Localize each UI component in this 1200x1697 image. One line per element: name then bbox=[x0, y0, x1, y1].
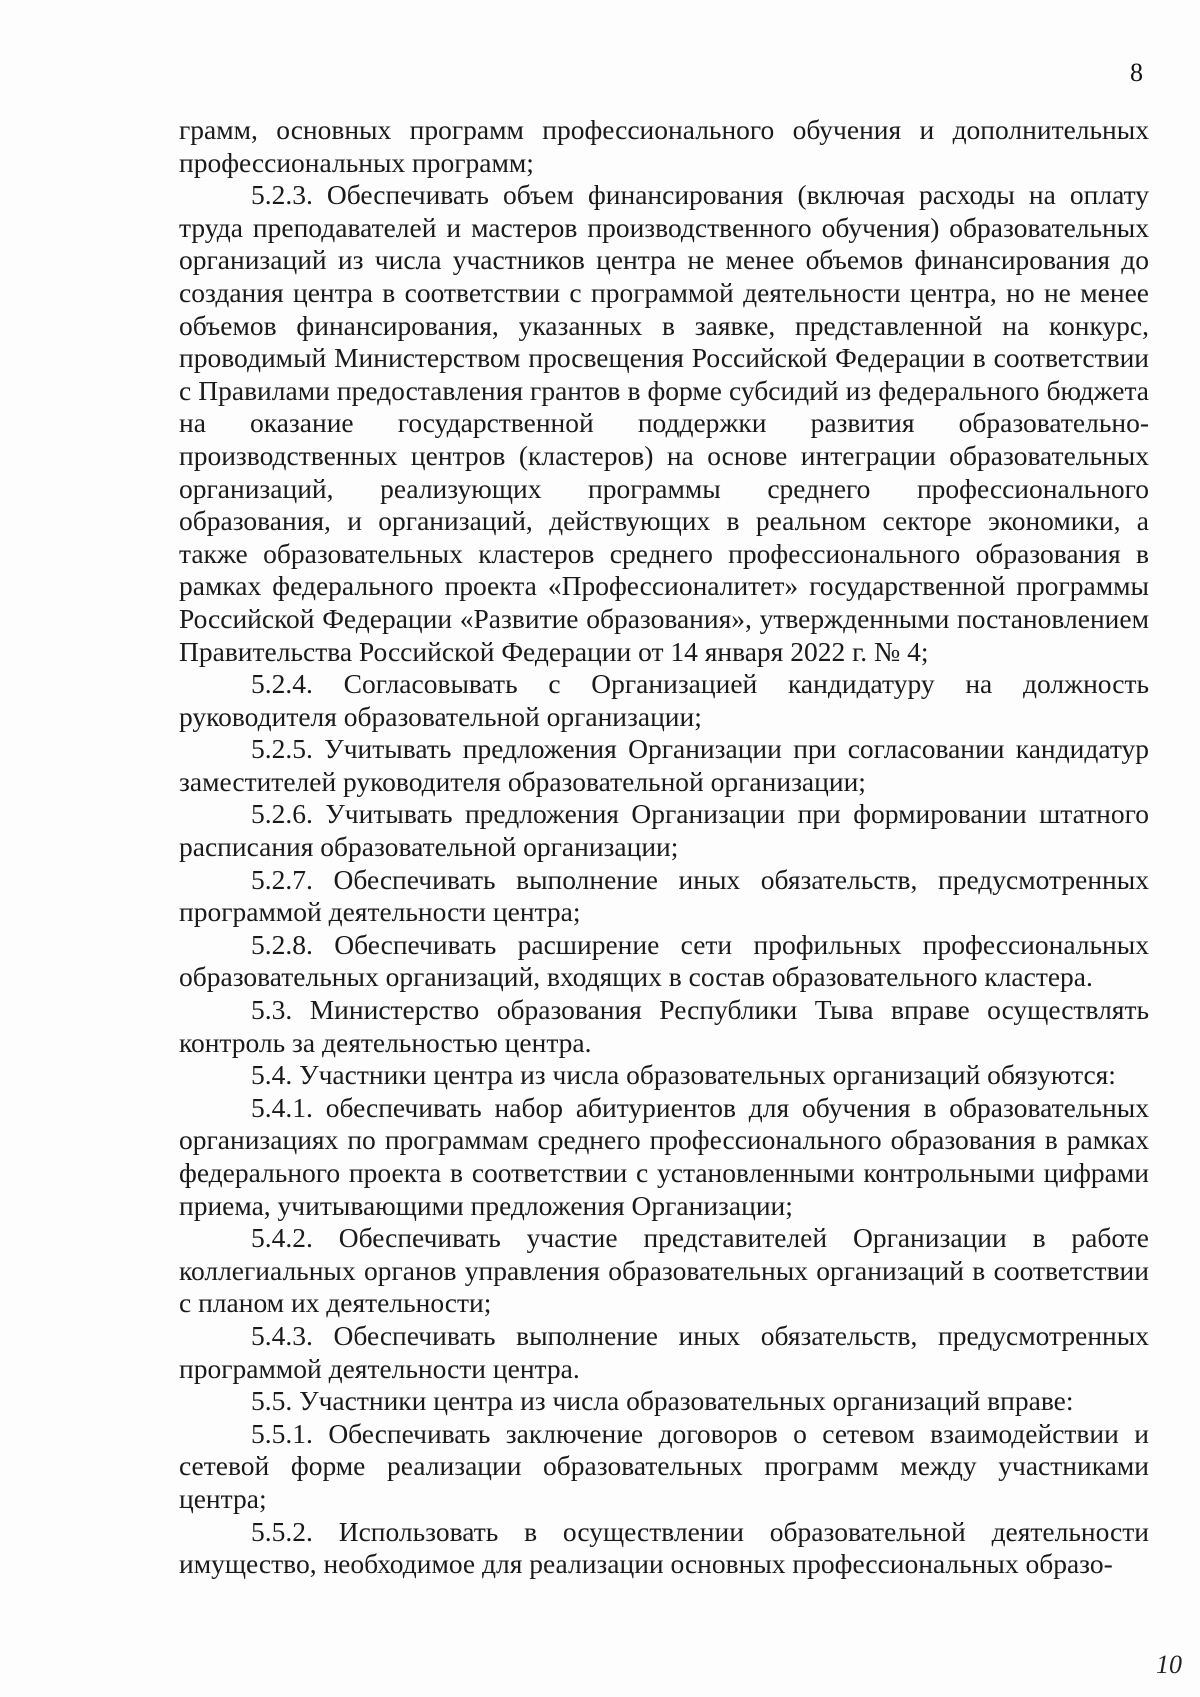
paragraph-5-3: 5.3. Министерство образования Республики Тыва вправе осуществлять контроль за деятельностью центра. bbox=[179, 994, 1149, 1058]
paragraph-5-2-5: 5.2.5. Учитывать предложения Организации при согласовании кандидатур заместителей руководителя образовательной организации; bbox=[179, 733, 1149, 797]
paragraph-continuation: грамм, основных программ профессионального обучения и дополнительных профессиональных программ; bbox=[179, 114, 1149, 178]
paragraph-5-2-7: 5.2.7. Обеспечивать выполнение иных обязательств, предусмотренных программой деятельности центра; bbox=[179, 863, 1149, 928]
document-page: 8 грамм, основных программ профессионального обучения и дополнительных профессиональных программ; 5.2.3. Обеспечивать объем финансирования (включая расходы на оплату труда преподавателей и мастеров производственного обучения) образовательных организаций из числа участников центра не менее объемов финансирования до создания центра в соответствии с программой деятельности центра, но не менее объемов финансирования, указанных в заявке, представленной на конкурс, проводимый Министерством просвещения Российской Федерации в соответствии с Правилами предоставления грантов в форме субсидий из федерального бюджета на оказание государственной поддержки развития образовательно-производственных центров (кластеров) на основе интеграции образовательных организаций, реализующих программы среднего профессионального образования, и организаций, действующих в реальном секторе экономики, а также образовательных кластеров среднего профессионального образования в рамках федерального проекта «Профессионалитет» государственной программы Российской Федерации «Развитие образования», утвержденными постановлением Правительства Российской Федерации от 14 января 2022 г. № 4; 5.2.4. Согласовывать с Организацией кандидатуру на должность руководителя образовательной организации; 5.2.5. Учитывать предложения Организации при согласовании кандидатур заместителей руководителя образовательной организации; 5.2.6. Учитывать предложения Организации при формировании штатного расписания образовательной организации; 5.2.7. Обеспечивать выполнение иных обязательств, предусмотренных программой деятельности центра; 5.2.8. Обеспечивать расширение сети профильных профессиональных образовательных организаций, входящих в состав образовательного кластера. 5.3. Министерство образования Республики Тыва вправе осуществлять контроль за деятельностью центра. 5.4. Участники центра из числа образовательных организаций обязуются: 5.4.1. обеспечивать набор абитуриентов для обучения в образовательных организациях по программам среднего профессионального образования в рамках федерального проекта в соответствии с установленными контрольными цифрами приема, учитывающими предложения Организации; 5.4.2. Обеспечивать участие представителей Организации в работе коллегиальных органов управления образовательных организаций в соответствии с планом их деятельности; 5.4.3. Обеспечивать выполнение иных обязательств, предусмотренных программой деятельности центра. 5.5. Участники центра из числа образовательных организаций вправе: 5.5.1. Обеспечивать заключение договоров о сетевом взаимодействии и сетевой форме реализации образовательных программ между участниками центра; 5.5.2. Использовать в осуществлении образовательной деятельности имущество, необходимое для реализации основных профессиональных образо- 10 bbox=[0, 0, 1200, 1697]
paragraph-5-2-6: 5.2.6. Учитывать предложения Организации при формировании штатного расписания образовательной организации; bbox=[179, 798, 1149, 863]
paragraph-5-4: 5.4. Участники центра из числа образовательных организаций обязуются: bbox=[251, 1059, 1116, 1091]
paragraph-5-5-1: 5.5.1. Обеспечивать заключение договоров о сетевом взаимодействии и сетевой форме реализации образовательных программ между участниками центра; bbox=[179, 1417, 1149, 1514]
paragraph-5-2-8: 5.2.8. Обеспечивать расширение сети профильных профессиональных образовательных организаций, входящих в состав образовательного кластера. bbox=[179, 928, 1149, 993]
paragraph-5-2-3: 5.2.3. Обеспечивать объем финансирования (включая расходы на оплату труда преподавателей и мастеров производственного обучения) образовательных организаций из числа участников центра не менее объемов финансирования до создания центра в соответствии с программой деятельности центра, но не менее объемов финансирования, указанных в заявке, представленной на конкурс, проводимый Министерством просвещения Российской Федерации в соответствии с Правилами предоставления грантов в форме субсидий из федерального бюджета на оказание государственной поддержки развития образовательно-производственных центров (кластеров) на основе интеграции образовательных организаций, реализующих программы среднего профессионального образования, и организаций, действующих в реальном секторе экономики, а также образовательных кластеров среднего профессионального образования в рамках федерального проекта «Профессионалитет» государственной программы Российской Федерации «Развитие образования», утвержденными постановлением Правительства Российской Федерации от 14 января 2022 г. № 4; bbox=[179, 179, 1149, 667]
handwritten-sheet-number: 10 bbox=[1156, 1650, 1182, 1679]
paragraph-5-5-2: 5.5.2. Использовать в осуществлении образовательной деятельности имущество, необходимое для реализации основных профессиональных образо- bbox=[179, 1515, 1149, 1580]
paragraph-5-5: 5.5. Участники центра из числа образовательных организаций вправе: bbox=[251, 1385, 1074, 1417]
paragraph-5-4-3: 5.4.3. Обеспечивать выполнение иных обязательств, предусмотренных программой деятельности центра. bbox=[179, 1319, 1149, 1384]
paragraph-5-4-2: 5.4.2. Обеспечивать участие представителей Организации в работе коллегиальных органов управления образовательных организаций в соответствии с планом их деятельности; bbox=[179, 1222, 1149, 1319]
document-body bbox=[179, 114, 1149, 1581]
paragraph-5-2-4: 5.2.4. Согласовывать с Организацией кандидатуру на должность руководителя образовательной организации; bbox=[179, 668, 1149, 732]
paragraph-5-4-1: 5.4.1. обеспечивать набор абитуриентов для обучения в образовательных организациях по программам среднего профессионального образования в рамках федерального проекта в соответствии с установленными контрольными цифрами приема, учитывающими предложения Организации; bbox=[179, 1091, 1149, 1221]
